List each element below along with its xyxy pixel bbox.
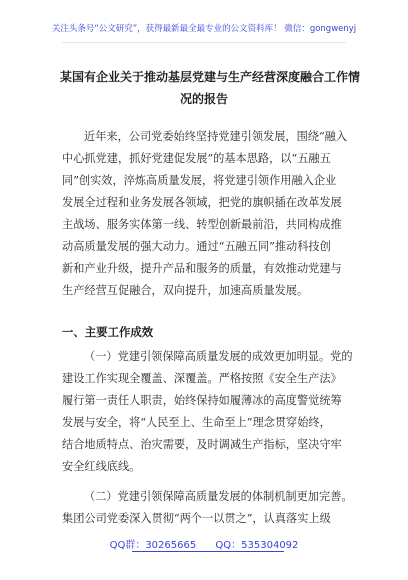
header-divider — [62, 42, 346, 43]
footer-qq-group: QQ群：30265665 — [109, 540, 197, 551]
intro-line: 生产经营互促融合，双向提升，加速高质量发展。 — [62, 284, 309, 297]
footer-underline — [132, 551, 284, 552]
title-line-1: 某国有企业关于推动基层党建与生产经营深度融合工作情 — [60, 70, 361, 84]
footer-qq: QQ：535304092 — [215, 540, 299, 551]
para-line: （二）党建引领保障高质量发展的体制机制更加完善。 — [84, 490, 353, 503]
intro-line: 主战场、服务实体第一线、转型创新最前沿，共同构成推 — [62, 218, 342, 231]
intro-line: 中心抓党建，抓好党建促发展”的基本思路，以“五融五 — [62, 152, 331, 165]
intro-line: 动高质量发展的强大动力。通过“五融五同”推动科技创 — [62, 240, 331, 253]
intro-line: 近年来，公司党委始终坚持党建引领发展，围绕“融入 — [84, 130, 348, 143]
section-paragraph-2 — [62, 486, 353, 530]
document-title — [60, 66, 361, 110]
para-line: 建设工作实现全覆盖、深覆盖。严格按照《安全生产法》 — [62, 372, 342, 385]
intro-line: 发展全过程和业务发展各领域，把党的旗帜插在改革发展 — [62, 196, 342, 209]
intro-line: 同”创实效，淬炼高质量发展，将党建引领作用融入企业 — [62, 174, 337, 187]
para-line: （一）党建引领保障高质量发展的成效更加明显。党的 — [84, 350, 353, 363]
title-line-2: 况的报告 — [179, 92, 228, 106]
intro-paragraph — [62, 126, 346, 302]
para-line: 发展与安全，将“人民至上、生命至上”理念贯穿始终， — [62, 416, 331, 429]
header-banner: 关注头条号“公文研究”，获得最新最全最专业的公文资料库！ 微信：gongwenyj — [51, 24, 357, 34]
section-heading: 一、主要工作成效 — [62, 325, 154, 339]
section-paragraph-1 — [62, 346, 353, 478]
intro-line: 新和产业升级，提升产品和服务的质量，有效推动党建与 — [62, 262, 342, 275]
para-line: 安全红线底线。 — [62, 460, 141, 473]
para-line: 结合地质特点、治灾需要，及时调减生产指标，坚决守牢 — [62, 438, 342, 451]
para-line: 履行第一责任人职责，始终保持如履薄冰的高度警觉统筹 — [62, 394, 342, 407]
footer-contact — [0, 536, 408, 551]
para-line: 集团公司党委深入贯彻“两个一以贯之”，认真落实上级 — [62, 512, 331, 525]
